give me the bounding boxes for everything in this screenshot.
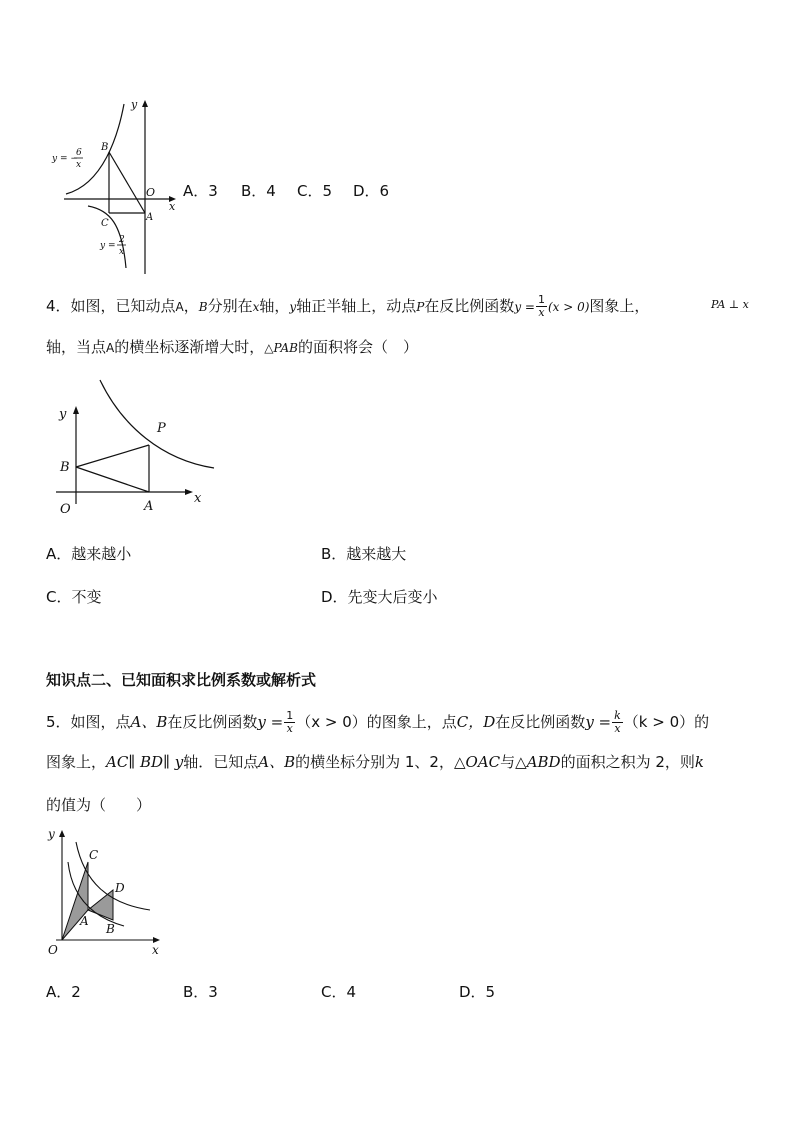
q5-label-b: B	[106, 922, 115, 936]
q5-f2-cond: （k > 0）	[623, 713, 695, 731]
q4-line2-c: 的横坐标逐渐增大时，	[114, 338, 265, 356]
q5-option-d: D．5	[459, 983, 496, 1001]
q5-l1-b: 在反比例函数	[167, 713, 258, 731]
q5-label-a: A	[80, 914, 89, 928]
q3-option-b: B．4	[241, 182, 276, 200]
q4-func-lhs: y =	[514, 300, 535, 314]
q5-f1-cond: （x > 0）	[296, 713, 367, 731]
q3-option-c: C．5	[297, 182, 333, 200]
q3-curve-neg6	[66, 104, 124, 194]
q4-label-y: y	[59, 407, 67, 422]
q4-option-c: C．不变	[46, 588, 102, 606]
q4-perp: PA ⊥ x	[711, 298, 749, 311]
q4-text-d: 轴正半轴上，动点	[296, 297, 417, 315]
q5-l1-a: 5．如图，点	[46, 713, 131, 731]
q5-f2-num: k	[614, 709, 621, 722]
q5-triangle-oac	[62, 862, 88, 940]
q5-f2-frac	[612, 710, 623, 735]
q5-f1-den: x	[286, 722, 293, 735]
q5-l1-c: 的图象上，点	[366, 713, 457, 731]
q5-f2-lhs: y =	[585, 713, 612, 731]
q3-option-a: A．3	[183, 182, 218, 200]
q5-l2-t1: △OAC	[453, 753, 501, 771]
q3-label-x: x	[169, 200, 176, 213]
q4-func-num: 1	[537, 293, 545, 306]
q5-l2-d: 与	[500, 753, 516, 771]
q4-segment-bp	[76, 445, 149, 467]
q5-l2-b: 轴．已知点	[183, 753, 259, 771]
q3-eq2-lhs: y =	[100, 241, 116, 251]
q4-func-den: x	[538, 306, 545, 319]
q5-option-a: A．2	[46, 983, 81, 1001]
q4-label-b: B	[60, 460, 70, 475]
q4-line2-d: 的面积将会（ ）	[297, 338, 418, 356]
q4-option-d: D．先变大后变小	[321, 588, 438, 606]
q5-label-o: O	[48, 943, 58, 957]
q4-line2-a: 轴，当点	[46, 338, 107, 356]
q4-label-p: P	[157, 421, 166, 436]
q5-label-d: D	[115, 881, 125, 895]
q4-label-x: x	[194, 491, 202, 506]
q3-y-arrow	[142, 100, 148, 107]
q3-figure	[48, 96, 188, 278]
q5-l2-par: AC∥ BD∥ y	[106, 753, 184, 771]
q3-eq1-den: x	[76, 160, 82, 170]
q5-f1-frac	[284, 710, 295, 735]
q5-f2-den: x	[614, 722, 621, 735]
q4-stem-line2	[46, 337, 418, 358]
q5-stem-line2	[46, 752, 704, 772]
section-heading: 知识点二、已知面积求比例系数或解析式	[46, 671, 317, 689]
q4-var-y: y	[289, 300, 297, 314]
q4-func-frac	[536, 294, 547, 319]
q5-f1-lhs: y =	[257, 713, 284, 731]
q5-l2-c: 的横坐标分别为 1、2，	[295, 753, 454, 771]
q4-var-p: P	[416, 300, 425, 314]
q4-var-a: A	[175, 300, 184, 314]
q4-x-arrow	[185, 489, 193, 495]
q4-func-cond: (x > 0)	[547, 300, 590, 314]
q4-line2-var-a: A	[106, 341, 115, 355]
q5-label-x: x	[152, 943, 159, 957]
q5-l2-e: 的面积之积为 2，则	[560, 753, 695, 771]
q3-label-y: y	[131, 98, 138, 111]
q5-l2-ab: A、B	[258, 753, 296, 771]
q5-l2-t2: △ABD	[515, 753, 561, 771]
q3-eq1-num: 6	[76, 148, 82, 158]
q5-l2-k: k	[694, 753, 704, 771]
q5-l1-d: 在反比例函数	[495, 713, 586, 731]
q4-figure	[52, 376, 220, 518]
q4-var-x: x	[252, 300, 260, 314]
q4-label-a: A	[144, 499, 154, 514]
q3-label-c: C	[101, 218, 109, 229]
q4-text-b: 分别在	[207, 297, 253, 315]
q4-text-f: 图象上，	[589, 297, 650, 315]
q5-f1-num: 1	[286, 709, 294, 722]
q3-eq1-lhs: y = −	[52, 154, 78, 164]
q5-l1-cd: C，D	[456, 713, 496, 731]
q4-text-c: 轴，	[259, 297, 290, 315]
q4-stem-line1	[46, 294, 649, 319]
q4-line2-tri: △PAB	[264, 341, 298, 355]
q3-eq2-den: x	[119, 247, 125, 257]
q5-l1-ab: A、B	[130, 713, 168, 731]
q4-sep: ，	[183, 297, 199, 315]
q5-l1-e: 的	[694, 713, 710, 731]
q4-text-a: 4．如图，已知动点	[46, 297, 176, 315]
q3-option-d: D．6	[353, 182, 390, 200]
q5-y-arrow	[59, 830, 65, 837]
q3-eq2-num: 2	[119, 235, 125, 245]
q3-segment-ba	[109, 152, 145, 213]
q5-stem-line3: 的值为（ ）	[46, 796, 152, 814]
q4-text-e: 在反比例函数	[424, 297, 515, 315]
q4-option-b: B．越来越大	[321, 545, 407, 563]
q5-l2-a: 图象上，	[46, 753, 107, 771]
q5-label-y: y	[48, 827, 55, 841]
q5-option-b: B．3	[183, 983, 218, 1001]
q5-figure	[42, 822, 168, 960]
q3-label-b: B	[101, 142, 109, 153]
q3-label-a: A	[146, 212, 154, 223]
q4-y-arrow	[73, 406, 79, 414]
q4-var-b: B	[198, 300, 208, 314]
q3-label-o: O	[146, 186, 156, 199]
q5-stem-line1	[46, 710, 709, 735]
q4-segment-ba	[76, 467, 149, 492]
q4-label-o: O	[60, 502, 71, 517]
q5-label-c: C	[89, 848, 99, 862]
q4-option-a: A．越来越小	[46, 545, 132, 563]
q5-option-c: C．4	[321, 983, 357, 1001]
